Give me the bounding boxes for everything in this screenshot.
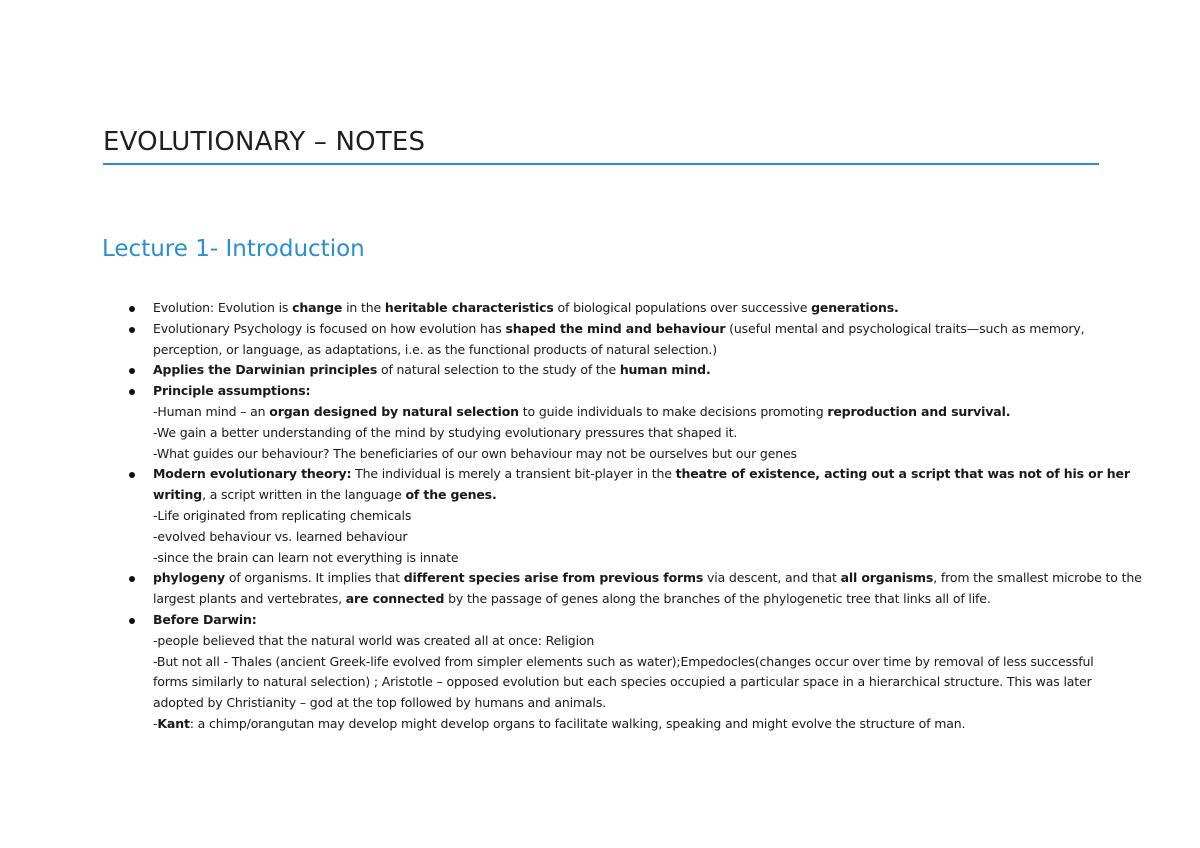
bullet-line bbox=[153, 610, 1106, 631]
title-underline bbox=[103, 163, 1099, 165]
text-run: largest plants and vertebrates, bbox=[153, 591, 346, 607]
bold-text: theatre of existence, acting out a script that was not of his or her bbox=[675, 466, 1130, 482]
text-run: to guide individuals to make decisions promoting bbox=[518, 403, 828, 419]
bullet-line bbox=[153, 423, 1106, 444]
bullet-line bbox=[153, 568, 1142, 589]
bullet-line bbox=[153, 340, 1106, 361]
bullet-line bbox=[153, 631, 1106, 652]
bold-text: Before Darwin: bbox=[153, 611, 257, 627]
bold-text: human mind. bbox=[619, 362, 711, 378]
bold-text: Applies the Darwinian principles bbox=[153, 362, 378, 378]
text-run: -Life originated from replicating chemicals bbox=[153, 507, 412, 523]
text-run: -Human mind – an bbox=[153, 403, 270, 419]
bold-text: heritable characteristics bbox=[384, 300, 554, 315]
bold-text: writing bbox=[153, 487, 203, 503]
text-run: -But not all - Thales (ancient Greek-life evolved from simpler elements such as water);Empedocles(changes occur over time by removal of less successful bbox=[153, 653, 1094, 669]
text-run: in the bbox=[342, 300, 385, 315]
text-run: perception, or language, as adaptations, i.e. as the functional products of natural selection.) bbox=[153, 341, 717, 357]
bullet-line bbox=[153, 714, 1106, 735]
text-run: via descent, and that bbox=[703, 570, 841, 586]
text-run: of biological populations over successive bbox=[553, 300, 812, 315]
bullet-line bbox=[153, 506, 1106, 527]
text-run: -people believed that the natural world was created all at once: Religion bbox=[153, 632, 595, 648]
bullet-line bbox=[153, 485, 1106, 506]
bold-text: phylogeny bbox=[153, 570, 225, 586]
bullet-item bbox=[126, 319, 1106, 361]
text-run: adopted by Christianity – god at the top followed by humans and animals. bbox=[153, 695, 607, 711]
text-run: of natural selection to the study of the bbox=[377, 362, 620, 378]
bold-text: organ designed by natural selection bbox=[269, 403, 519, 419]
text-run: , from the smallest microbe to the bbox=[933, 570, 1142, 586]
text-run: of organisms. It implies that bbox=[225, 570, 404, 586]
bullet-line bbox=[153, 360, 1106, 381]
bullet-item bbox=[126, 464, 1130, 568]
text-run: : a chimp/orangutan may develop might develop organs to facilitate walking, speaking and might evolve the structure of man. bbox=[189, 715, 966, 731]
bold-text: different species arise from previous forms bbox=[403, 570, 704, 586]
text-run: -What guides our behaviour? The beneficiaries of our own behaviour may not be ourselves but our genes bbox=[153, 445, 797, 461]
document-title: EVOLUTIONARY – NOTES bbox=[103, 127, 426, 157]
bullet-item bbox=[126, 360, 1106, 381]
text-run: forms similarly to natural selection) ; Aristotle – opposed evolution but each species occupied a particular space in a hierarchical structure. This was later bbox=[153, 674, 1092, 690]
bullet-line bbox=[153, 444, 1106, 465]
bold-text: Kant bbox=[157, 715, 190, 731]
text-run: , a script written in the language bbox=[202, 487, 406, 503]
bullet-line bbox=[153, 381, 1106, 402]
bold-text: Modern evolutionary theory: bbox=[153, 466, 352, 482]
notes-bullet-list bbox=[126, 298, 1142, 735]
bullet-line bbox=[153, 402, 1106, 423]
bullet-line bbox=[153, 589, 1106, 610]
text-run: The individual is merely a transient bit-player in the bbox=[351, 466, 676, 482]
bold-text: Principle assumptions: bbox=[153, 383, 311, 399]
bullet-line bbox=[153, 527, 1106, 548]
bullet-item bbox=[126, 298, 1106, 319]
bold-text: all organisms bbox=[840, 570, 934, 586]
text-run: Evolutionary Psychology is focused on how evolution has bbox=[153, 320, 506, 336]
bold-text: generations. bbox=[811, 300, 899, 315]
bullet-line bbox=[153, 652, 1106, 673]
bullet-line bbox=[153, 548, 1106, 569]
text-run: -since the brain can learn not everything is innate bbox=[153, 549, 459, 565]
bullet-line bbox=[153, 319, 1106, 340]
text-run: -We gain a better understanding of the mind by studying evolutionary pressures that shaped it. bbox=[153, 424, 738, 440]
bold-text: shaped the mind and behaviour bbox=[505, 320, 726, 336]
text-run: - bbox=[153, 715, 158, 731]
bold-text: are connected bbox=[345, 591, 445, 607]
bold-text: of the genes. bbox=[405, 487, 497, 503]
text-run: Evolution: Evolution is bbox=[153, 300, 293, 315]
bullet-line bbox=[153, 693, 1106, 714]
bullet-line bbox=[153, 672, 1106, 693]
bold-text: reproduction and survival. bbox=[827, 403, 1011, 419]
text-run: (useful mental and psychological traits—such as memory, bbox=[725, 320, 1085, 336]
bullet-line bbox=[153, 464, 1130, 485]
bullet-line bbox=[153, 298, 1106, 319]
text-run: -evolved behaviour vs. learned behaviour bbox=[153, 528, 408, 544]
bullet-item bbox=[126, 568, 1142, 610]
section-heading: Lecture 1- Introduction bbox=[102, 236, 365, 262]
text-run: by the passage of genes along the branches of the phylogenetic tree that links all of life. bbox=[444, 591, 991, 607]
bullet-item bbox=[126, 610, 1106, 735]
bold-text: change bbox=[292, 300, 343, 315]
bullet-item bbox=[126, 381, 1106, 464]
